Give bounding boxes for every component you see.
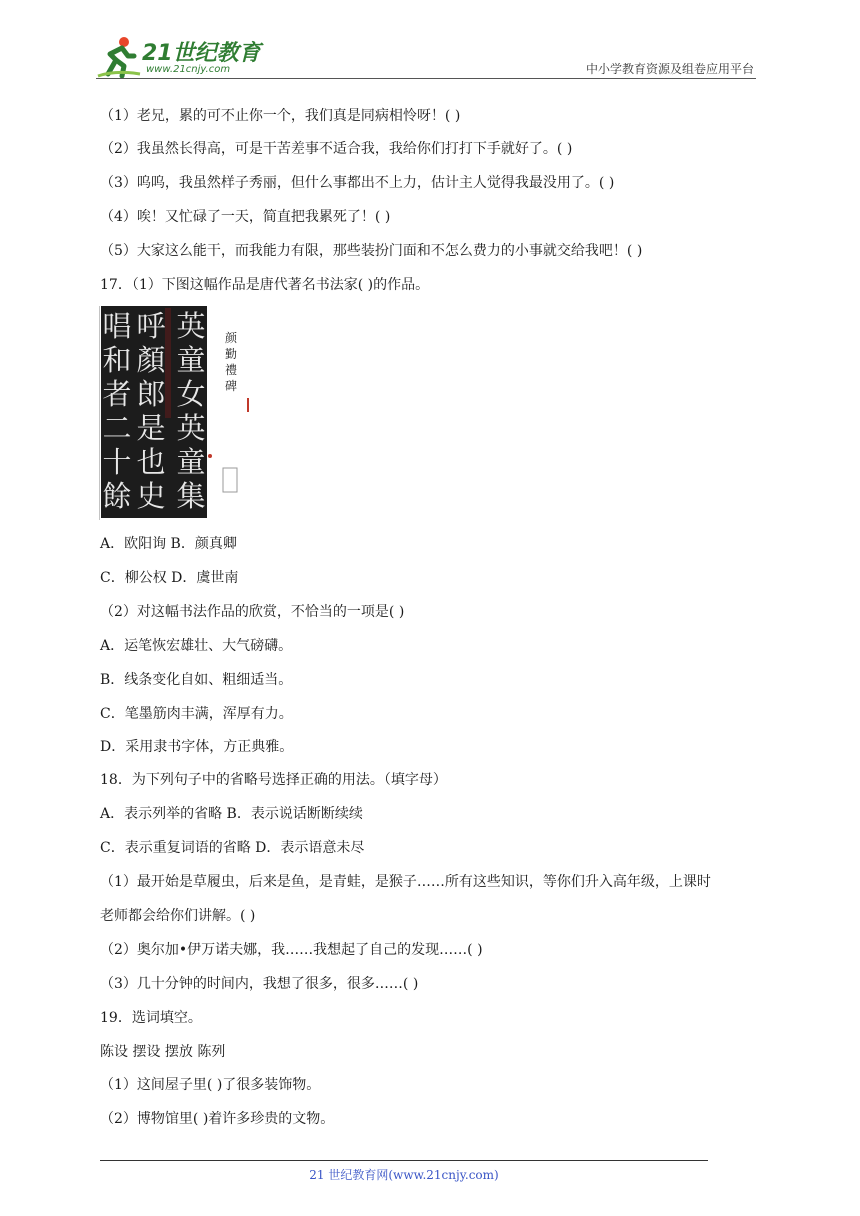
callig-char: 英 xyxy=(176,411,206,445)
callig-char: 呼 xyxy=(136,309,166,343)
callig-char: 也 xyxy=(136,445,166,479)
q19-item-2: （2）博物馆里( )着许多珍贵的文物。 xyxy=(100,1111,335,1127)
q16-item-4: （4）唉！又忙碌了一天，简直把我累死了！( ) xyxy=(100,209,391,225)
q18-title: 18．为下列句子中的省略号选择正确的用法。（填字母） xyxy=(100,772,447,788)
q16-item-3: （3）呜呜，我虽然样子秀丽，但什么事都出不上力，估计主人觉得我最没用了。( ) xyxy=(100,175,615,191)
callig-char: 集 xyxy=(176,479,206,513)
q19-words: 陈设 摆设 摆放 陈列 xyxy=(100,1044,226,1060)
book-title-char: 颜 xyxy=(224,331,238,345)
callig-char: 是 xyxy=(136,411,166,445)
q16-item-1: （1）老兄，累的可不止你一个，我们真是同病相怜呀！( ) xyxy=(100,108,461,124)
callig-char: 十 xyxy=(102,445,132,479)
callig-char: 童 xyxy=(176,445,206,479)
runner-logo-icon xyxy=(96,34,142,80)
q18-options-row1: A．表示列举的省略 B．表示说话断断续续 xyxy=(100,806,363,822)
q19-item-1: （1）这间屋子里( )了很多装饰物。 xyxy=(100,1077,321,1093)
callig-char: 郎 xyxy=(136,377,166,411)
footer-text: 21 世纪教育网(www.21cnjy.com) xyxy=(309,1168,499,1182)
callig-char: 英 xyxy=(176,309,206,343)
q18-item-2: （2）奥尔加•伊万诺夫娜，我……我想起了自己的发现……( ) xyxy=(100,942,483,958)
calligraphy-image xyxy=(99,306,251,520)
q18-item-1-cont: 老师都会给你们讲解。( ) xyxy=(100,908,256,924)
book-title-char: 勤 xyxy=(224,347,238,361)
callig-char: 史 xyxy=(136,479,166,513)
q17-sub2-option-c: C．笔墨筋肉丰满，浑厚有力。 xyxy=(100,706,293,722)
callig-char: 者 xyxy=(102,377,132,411)
callig-char: 和 xyxy=(102,343,132,377)
brand-name: 21世纪教育 xyxy=(142,41,261,66)
q18-item-1: （1）最开始是草履虫，后来是鱼，是青蛙，是猴子……所有这些知识，等你们升入高年级，上课时 xyxy=(100,874,711,890)
callig-char: 二 xyxy=(102,411,132,445)
callig-char: 餘 xyxy=(102,479,132,513)
q16-item-5: （5）大家这么能干，而我能力有限，那些装扮门面和不怎么费力的小事就交给我吧！( ) xyxy=(100,243,643,259)
q17-sub2-option-a: A．运笔恢宏雄壮、大气磅礴。 xyxy=(100,638,293,654)
callig-char: 唱 xyxy=(102,309,132,343)
book-title-char: 禮 xyxy=(224,363,238,377)
q16-item-2: （2）我虽然长得高，可是干苦差事不适合我，我给你们打打下手就好了。( ) xyxy=(100,141,573,157)
q18-item-3: （3）几十分钟的时间内，我想了很多，很多……( ) xyxy=(100,976,419,992)
q18-options-row2: C．表示重复词语的省略 D．表示语意未尽 xyxy=(100,840,365,856)
q17-title: 17．（1）下图这幅作品是唐代著名书法家( )的作品。 xyxy=(100,277,430,293)
brand-logo xyxy=(96,34,266,80)
q17-sub2-option-b: B．线条变化自如、粗细适当。 xyxy=(100,672,293,688)
callig-char: 女 xyxy=(176,377,206,411)
callig-char: 童 xyxy=(176,343,206,377)
book-title-char: 碑 xyxy=(224,379,238,393)
brand-url: www.21cnjy.com xyxy=(146,64,231,75)
red-mark xyxy=(247,398,249,412)
q17-options-row2: C．柳公权 D．虞世南 xyxy=(100,570,239,586)
header-divider xyxy=(96,78,756,79)
header-tagline: 中小学教育资源及组卷应用平台 xyxy=(585,62,754,76)
q17-sub2: （2）对这幅书法作品的欣赏，不恰当的一项是( ) xyxy=(100,604,405,620)
q17-sub2-option-d: D．采用隶书字体，方正典雅。 xyxy=(100,739,294,755)
q17-options-row1: A．欧阳询 B．颜真卿 xyxy=(100,536,237,552)
q19-title: 19．选词填空。 xyxy=(100,1010,202,1026)
callig-char: 顏 xyxy=(136,343,166,377)
footer-divider xyxy=(100,1160,708,1161)
